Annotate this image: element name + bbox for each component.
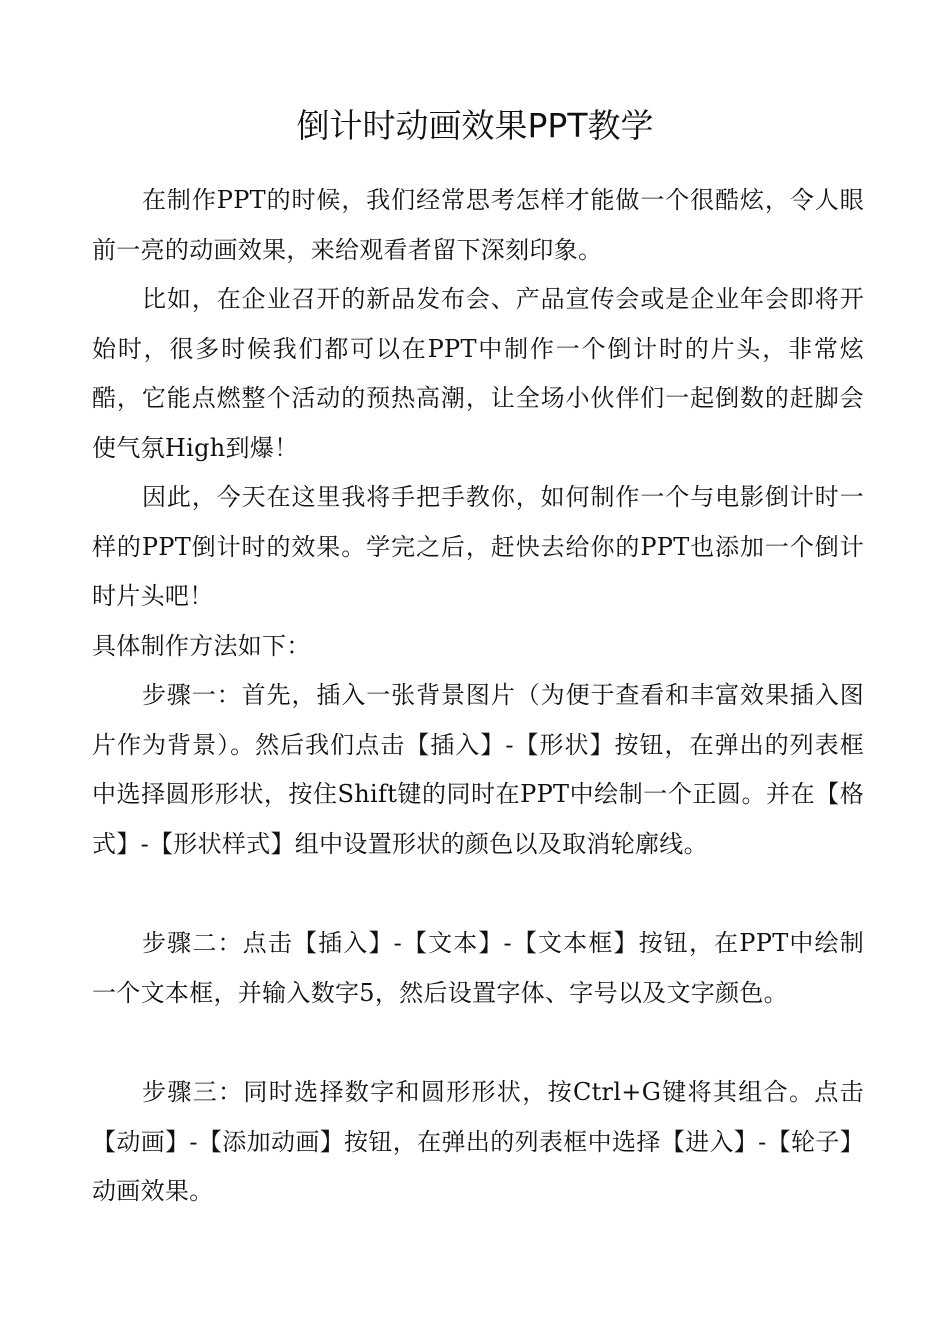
paragraph-intro: 在制作PPT的时候，我们经常思考怎样才能做一个很酷炫，令人眼前一亮的动画效果，来给观看者留下深刻印象。 bbox=[92, 186, 864, 264]
document-body bbox=[92, 176, 864, 1217]
paragraph-step-three: 步骤三：同时选择数字和圆形形状，按Ctrl+G键将其组合。点击【动画】-【添加动画】按钮，在弹出的列表框中选择【进入】-【轮子】动画效果。 bbox=[92, 1078, 864, 1205]
document-title: 倒计时动画效果PPT教学 bbox=[296, 106, 654, 145]
spacer bbox=[92, 869, 864, 919]
paragraph-step-two: 步骤二：点击【插入】-【文本】-【文本框】按钮，在PPT中绘制一个文本框，并输入数字5，然后设置字体、字号以及文字颜色。 bbox=[92, 929, 864, 1007]
paragraph-step-one: 步骤一：首先，插入一张背景图片（为便于查看和丰富效果插入图片作为背景）。然后我们点击【插入】-【形状】按钮，在弹出的列表框中选择圆形形状，按住Shift键的同时在PPT中绘制一个正圆。并在【格式】-【形状样式】组中设置形状的颜色以及取消轮廓线。 bbox=[92, 681, 864, 858]
spacer bbox=[92, 1018, 864, 1068]
paragraph-method-heading: 具体制作方法如下： bbox=[92, 631, 311, 660]
paragraph-example: 比如，在企业召开的新品发布会、产品宣传会或是企业年会即将开始时，很多时候我们都可以在PPT中制作一个倒计时的片头，非常炫酷，它能点燃整个活动的预热高潮，让全场小伙伴们一起倒数的赶脚会使气氛High到爆！ bbox=[92, 285, 864, 462]
paragraph-purpose: 因此，今天在这里我将手把手教你，如何制作一个与电影倒计时一样的PPT倒计时的效果。学完之后，赶快去给你的PPT也添加一个倒计时片头吧！ bbox=[92, 483, 864, 610]
